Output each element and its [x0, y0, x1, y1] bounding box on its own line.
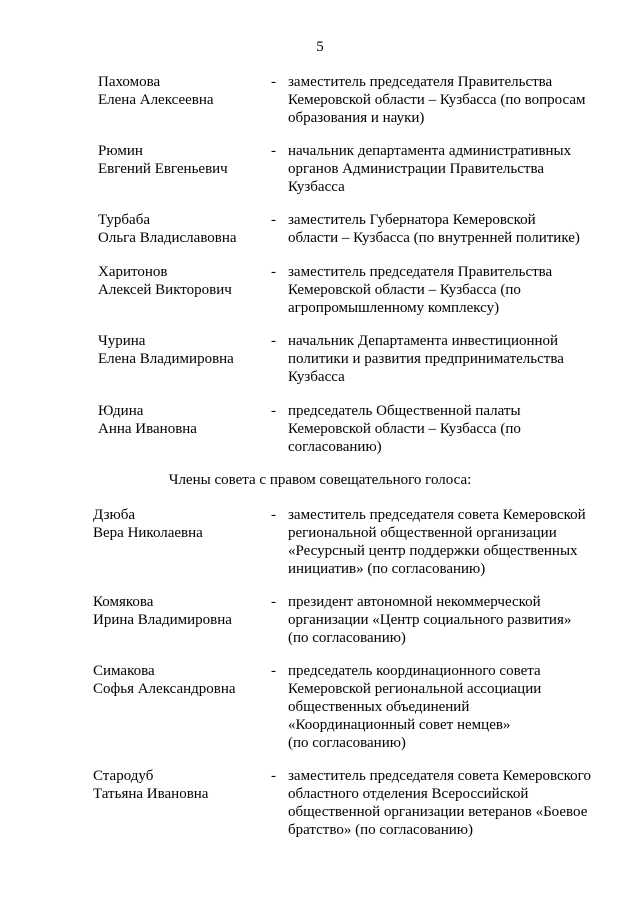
role-line: Кемеровской области – Кузбасса (по [288, 282, 521, 298]
member-surname: Чурина [98, 333, 146, 349]
dash: - [271, 507, 276, 523]
member-surname: Юдина [98, 403, 144, 419]
member-given-name: Софья Александровна [93, 681, 236, 697]
member-name [98, 332, 263, 368]
role-line: председатель координационного совета [288, 663, 541, 679]
role-line: Кемеровской области – Кузбасса (по [288, 421, 521, 437]
dash: - [271, 212, 276, 228]
dash: - [271, 264, 276, 280]
role-line: заместитель председателя Правительства [288, 264, 553, 280]
role-line: (по согласованию) [288, 630, 406, 646]
member-surname: Рюмин [98, 143, 143, 159]
dash: - [271, 663, 276, 679]
member-surname: Комякова [93, 594, 154, 610]
role-line: агропромышленному комплексу) [288, 300, 500, 316]
section-title: Члены совета с правом совещательного голоса: [168, 472, 472, 488]
role-line: (по согласованию) [288, 735, 406, 751]
role-line: общественных объединений [288, 699, 470, 715]
member-surname: Харитонов [98, 264, 168, 280]
role-line: Кузбасса [288, 369, 345, 385]
member-given-name: Елена Владимировна [98, 351, 234, 367]
member-name [98, 73, 263, 109]
role-line: органов Администрации Правительства [288, 161, 544, 177]
member-name [98, 263, 263, 299]
dash: - [271, 594, 276, 610]
member-role [288, 142, 593, 196]
role-line: Кемеровской региональной ассоциации [288, 681, 542, 697]
role-line: «Ресурсный центр поддержки общественных [288, 543, 578, 559]
role-line: начальник департамента административных [288, 143, 572, 159]
role-line: области – Кузбасса (по внутренней политике) [288, 230, 580, 246]
role-line: региональной общественной организации [288, 525, 557, 541]
member-name [93, 662, 258, 698]
role-line: образования и науки) [288, 110, 425, 126]
dash: - [271, 333, 276, 349]
member-role [288, 73, 593, 127]
role-line: Кузбасса [288, 179, 345, 195]
role-line: политики и развития предпринимательства [288, 351, 564, 367]
role-line: заместитель председателя совета Кемеровского [288, 768, 591, 784]
member-name [98, 211, 263, 247]
member-surname: Стародуб [93, 768, 154, 784]
dash: - [271, 403, 276, 419]
role-line: президент автономной некоммерческой [288, 594, 541, 610]
member-surname: Симакова [93, 663, 155, 679]
dash: - [271, 74, 276, 90]
member-given-name: Ольга Владиславовна [98, 230, 237, 246]
role-line: «Координационный совет немцев» [288, 717, 511, 733]
member-role [288, 506, 593, 578]
member-role [288, 402, 593, 456]
member-given-name: Анна Ивановна [98, 421, 197, 437]
dash: - [271, 143, 276, 159]
dash: - [271, 768, 276, 784]
role-line: заместитель Губернатора Кемеровской [288, 212, 536, 228]
member-name [98, 402, 263, 438]
member-given-name: Евгений Евгеньевич [98, 161, 228, 177]
role-line: областного отделения Всероссийской [288, 786, 529, 802]
role-line: инициатив» (по согласованию) [288, 561, 486, 577]
role-line: Кемеровской области – Кузбасса (по вопросам [288, 92, 586, 108]
role-line: председатель Общественной палаты [288, 403, 521, 419]
member-name [93, 767, 258, 803]
member-given-name: Ирина Владимировна [93, 612, 232, 628]
member-name [98, 142, 263, 178]
member-role [288, 211, 593, 247]
role-line: организации «Центр социального развития» [288, 612, 572, 628]
member-role [288, 593, 593, 647]
member-surname: Пахомова [98, 74, 161, 90]
member-given-name: Елена Алексеевна [98, 92, 214, 108]
role-line: заместитель председателя совета Кемеровской [288, 507, 586, 523]
member-given-name: Татьяна Ивановна [93, 786, 209, 802]
role-line: начальник Департамента инвестиционной [288, 333, 559, 349]
member-name [93, 593, 258, 629]
page-number: 5 [316, 39, 324, 55]
member-given-name: Алексей Викторович [98, 282, 232, 298]
member-name [93, 506, 258, 542]
role-line: общественной организации ветеранов «Боевое [288, 804, 588, 820]
member-role [288, 662, 593, 752]
member-role [288, 263, 593, 317]
role-line: согласованию) [288, 439, 382, 455]
member-surname: Дзюба [93, 507, 136, 523]
role-line: братство» (по согласованию) [288, 822, 474, 838]
member-role [288, 767, 593, 839]
member-given-name: Вера Николаевна [93, 525, 203, 541]
member-surname: Турбаба [98, 212, 150, 228]
member-role [288, 332, 593, 386]
role-line: заместитель председателя Правительства [288, 74, 553, 90]
